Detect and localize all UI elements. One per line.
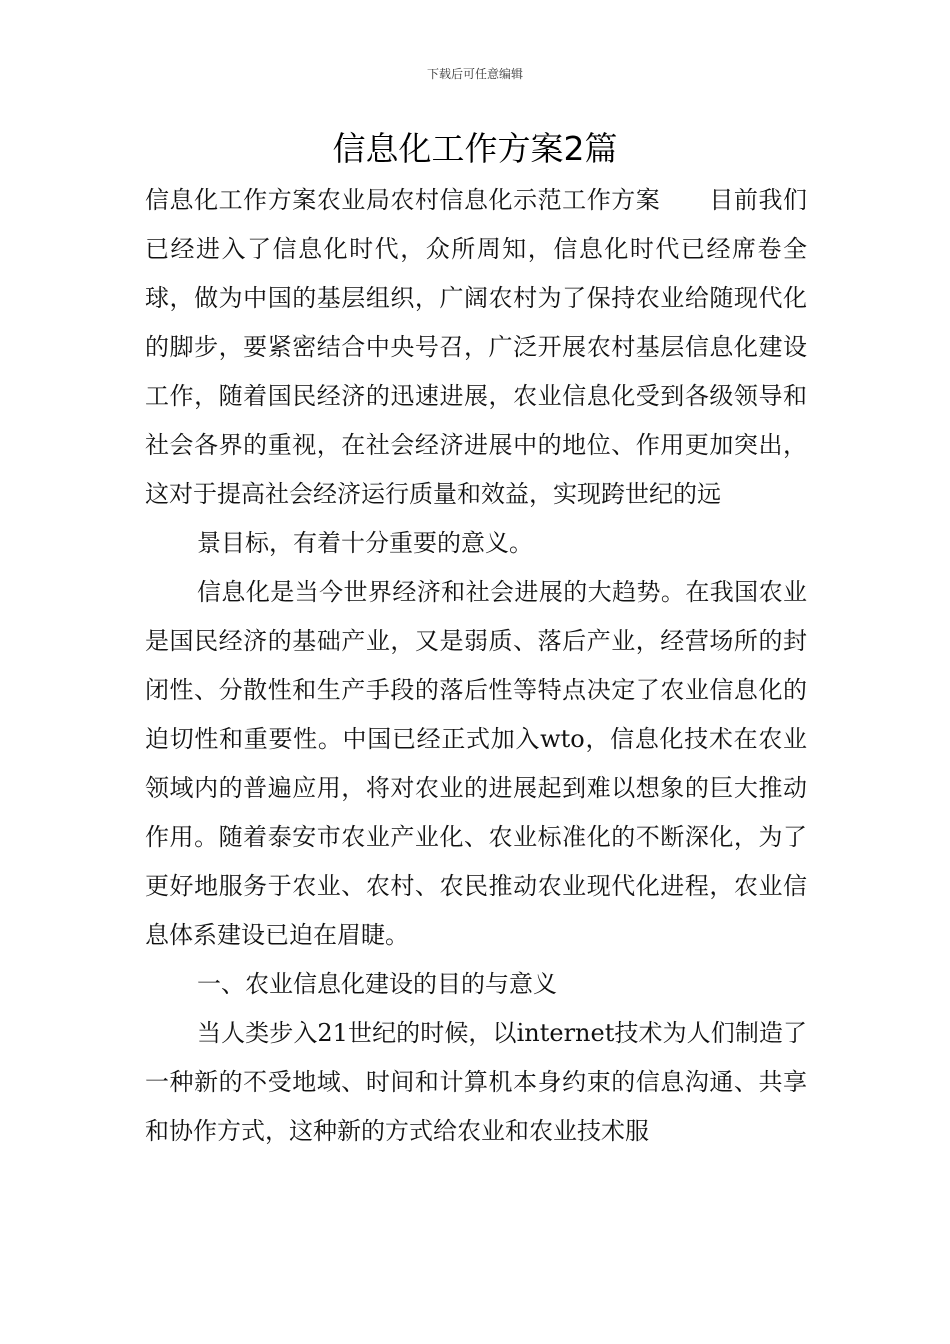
paragraph-continuation: 景目标，有着十分重要的意义。 <box>197 529 533 557</box>
page-header-note: 下载后可任意编辑 <box>426 67 523 81</box>
paragraph-internet: 当人类步入21世纪的时候，以internet技术为人们制造了一种新的不受地域、时间和计算机本身约束的信息沟通、共享和协作方式，这种新的方式给农业和农业技术服 <box>145 1019 807 1145</box>
paragraph-trend: 信息化是当今世界经济和社会进展的大趋势。在我国农业是国民经济的基础产业，又是弱质、落后产业，经营场所的封闭性、分散性和生产手段的落后性等特点决定了农业信息化的迫切性和重要性。中国已经正式加入wto，信息化技术在农业领域内的普遍应用，将对农业的进展起到难以想象的巨大推动作用。随着泰安市农业产业化、农业标准化的不断深化，为了更好地服务于农业、农村、农民推动农业现代化进程，农业信息体系建设已迫在眉睫。 <box>145 578 807 949</box>
section-heading-purpose: 一、农业信息化建设的目的与意义 <box>197 970 557 998</box>
document-title: 信息化工作方案2篇 <box>332 129 618 168</box>
paragraph-intro: 信息化工作方案农业局农村信息化示范工作方案 目前我们已经进入了信息化时代，众所周知，信息化时代已经席卷全球，做为中国的基层组织，广阔农村为了保持农业给随现代化的脚步，要紧密结合中央号召，广泛开展农村基层信息化建设工作，随着国民经济的迅速进展，农业信息化受到各级领导和社会各界的重视，在社会经济进展中的地位、作用更加突出，这对于提高社会经济运行质量和效益，实现跨世纪的远 <box>145 186 807 508</box>
document-body <box>145 176 807 1156</box>
